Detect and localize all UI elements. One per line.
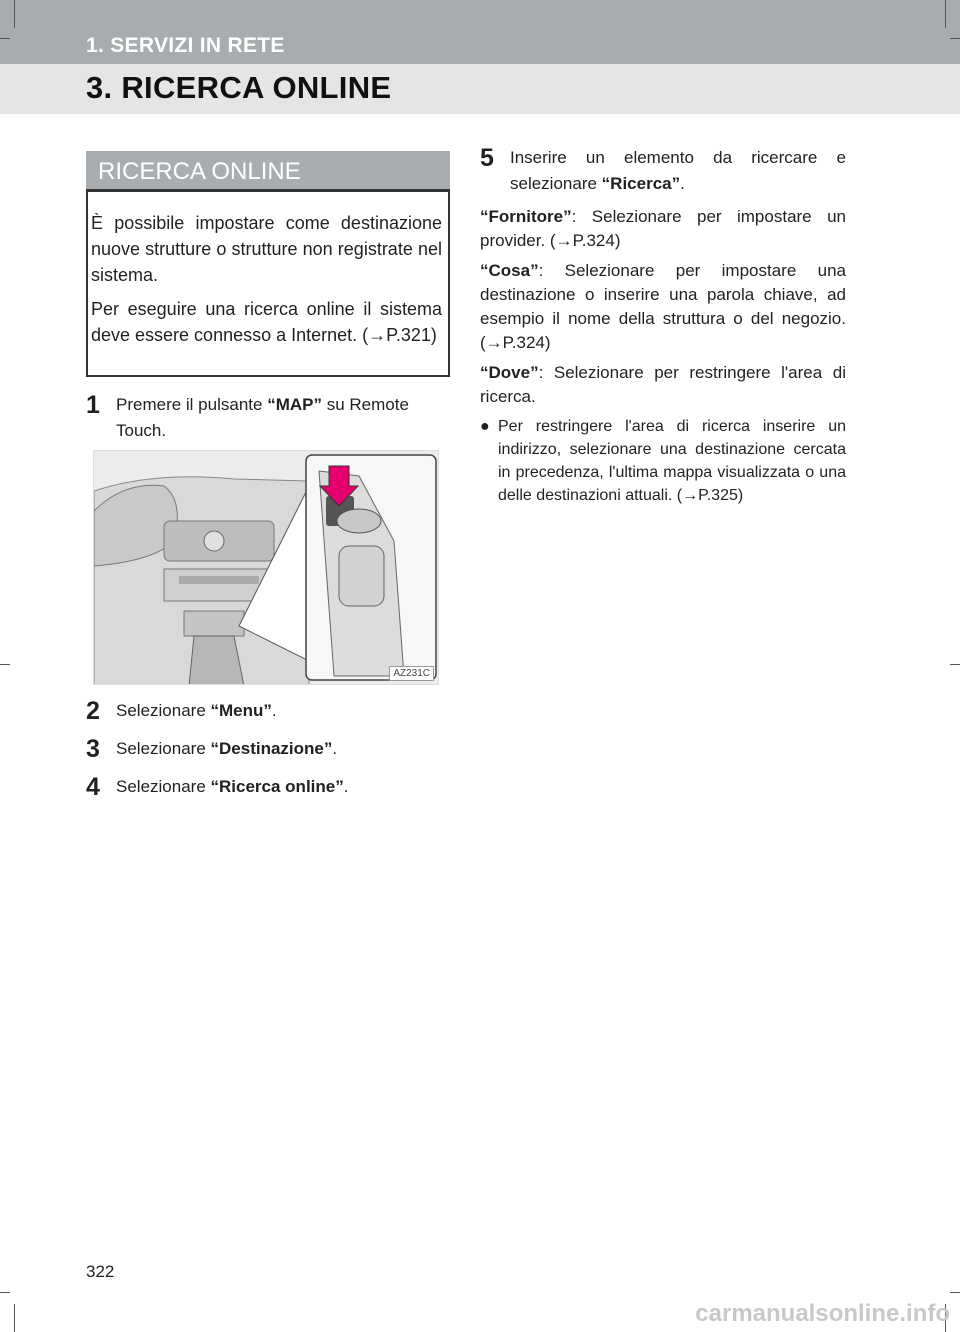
crop-mark <box>0 38 10 39</box>
page-number: 322 <box>86 1262 115 1281</box>
step-text: Selezionare “Destinazione”. <box>116 739 338 758</box>
dashboard-drawing <box>94 451 439 685</box>
option-cosa: “Cosa”: Selezionare per impostare una destinazione o inserire una parola chiave, ad esempio il nome della struttura o del negozio. (→P.324) <box>480 261 846 352</box>
crop-mark <box>14 1304 15 1332</box>
bullet-dot-icon: ● <box>480 418 490 435</box>
remote-touch-illustration <box>93 450 439 685</box>
info-box-heading-text: RICERCA ONLINE <box>98 158 301 185</box>
step-1 <box>86 392 452 444</box>
note-bullet <box>480 415 846 507</box>
step-text: Selezionare “Menu”. <box>116 701 277 720</box>
option-dove: “Dove”: Selezionare per restringere l'area di ricerca. <box>480 363 846 406</box>
step-text: Premere il pulsante “MAP” su Remote Touch. <box>116 395 409 440</box>
step-2 <box>86 698 452 724</box>
page-title: 3. RICERCA ONLINE <box>86 70 392 105</box>
step-number: 2 <box>86 697 100 725</box>
crop-mark <box>945 0 946 28</box>
step-number: 1 <box>86 391 100 419</box>
info-box <box>86 192 450 377</box>
step-4 <box>86 774 452 800</box>
info-box-paragraph: Per eseguire una ricerca online il sistema deve essere connesso a Internet. (→P.321) <box>91 299 442 345</box>
crop-mark <box>0 1292 10 1293</box>
step-3 <box>86 736 452 762</box>
watermark: carmanualsonline.info <box>695 1300 950 1327</box>
step-number: 4 <box>86 773 100 801</box>
option-fornitore: “Fornitore”: Selezionare per impostare un provider. (→P.324) <box>480 207 846 250</box>
crop-mark <box>950 1292 960 1293</box>
crop-mark <box>0 664 10 665</box>
crop-mark <box>950 664 960 665</box>
note-text: Per restringere l'area di ricerca inserire un indirizzo, selezionare una destinazione cercata in precedenza, l'ultima mappa visualizzata o una delle destinazioni attuali. (→P.325) <box>498 418 846 504</box>
step-number: 5 <box>480 144 494 172</box>
crop-mark <box>14 0 15 28</box>
info-box-paragraph: È possibile impostare come destinazione nuove strutture o strutture non registrate nel sistema. <box>91 213 442 285</box>
crop-mark <box>950 38 960 39</box>
step-number: 3 <box>86 735 100 763</box>
info-box-heading <box>86 151 450 192</box>
figure-code: AZ231C <box>389 666 434 681</box>
step-text: Selezionare “Ricerca online”. <box>116 777 349 796</box>
step-5 <box>480 145 846 197</box>
right-column <box>480 145 846 507</box>
section-label: 1. SERVIZI IN RETE <box>86 34 285 57</box>
step-text: Inserire un elemento da ricercare e selezionare “Ricerca”. <box>510 148 846 193</box>
